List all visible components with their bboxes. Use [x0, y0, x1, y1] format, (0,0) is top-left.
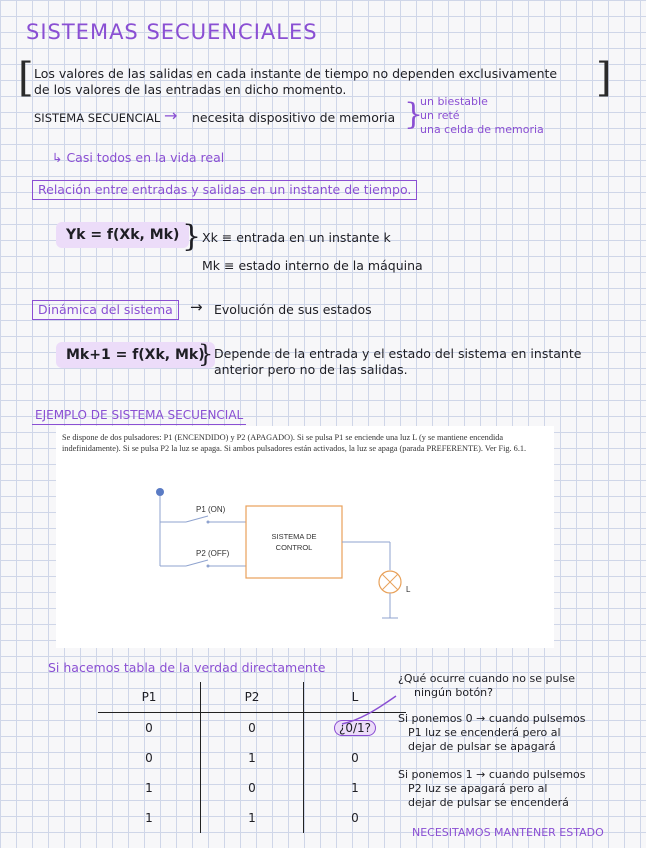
definition-line-2: de los valores de las entradas en dicho momento. [34, 82, 347, 97]
cell: 1 [201, 743, 304, 773]
cell: 0 [98, 713, 201, 744]
note-real-life: ↳ Casi todos en la vida real [52, 150, 225, 165]
truth-heading: Si hacemos tabla de la verdad directamente [48, 660, 326, 675]
control-box [246, 506, 342, 578]
cell: 0 [98, 743, 201, 773]
col-p2: P2 [201, 682, 304, 713]
dynamics-brace: } [198, 340, 214, 368]
p2-label: P2 (OFF) [196, 549, 230, 558]
memory-example: una celda de memoria [420, 123, 544, 136]
right-bracket: ] [596, 55, 612, 101]
cell-undefined: ¿0/1? [304, 713, 407, 744]
conclusion: NECESITAMOS MANTENER ESTADO [412, 826, 604, 839]
dynamics-desc-1: Depende de la entrada y el estado del sistema en instante [214, 346, 582, 361]
memory-example: un biestable [420, 95, 488, 108]
supply-node [156, 488, 164, 496]
memory-arrow: → [164, 106, 178, 125]
cell: 0 [201, 713, 304, 744]
question-line-2: ningún botón? [414, 686, 493, 699]
memory-meaning: necesita dispositivo de memoria [192, 110, 396, 125]
dynamics-arrow: → [190, 298, 203, 316]
definition-line-1: Los valores de las salidas en cada instante de tiempo no dependen exclusivamente [34, 66, 558, 81]
table-row [98, 803, 406, 833]
col-p1: P1 [98, 682, 201, 713]
circuit-diagram [56, 426, 554, 648]
option0-line-2: P1 luz se encenderá pero al [408, 726, 561, 739]
memory-term: SISTEMA SECUENCIAL [34, 111, 161, 125]
control-label-2: CONTROL [275, 543, 313, 552]
state-formula: Mk+1 = f(Xk, Mk) [56, 342, 215, 368]
cell: 1 [98, 773, 201, 803]
p2-switch [186, 560, 208, 566]
dynamics-heading: Dinámica del sistema [32, 300, 179, 320]
cell: 1 [201, 803, 304, 833]
example-document [56, 426, 554, 648]
cell: 0 [351, 751, 359, 765]
p1-switch [186, 516, 208, 522]
connector-curve [340, 690, 400, 730]
option0-line-3: dejar de pulsar se apagará [408, 740, 556, 753]
option0-line-1: Si ponemos 0 → cuando pulsemos [398, 712, 586, 725]
table-row [98, 743, 406, 773]
output-formula: Yk = f(Xk, Mk) [56, 222, 189, 248]
relation-heading: Relación entre entradas y salidas en un instante de tiempo. [32, 180, 417, 200]
cell: 0 [201, 773, 304, 803]
example-paragraph: Se dispone de dos pulsadores: P1 (ENCENDIDO) y P2 (APAGADO). Si se pulsa P1 se enciende una luz L (y se mantiene encendida indefinidamente). Si se pulsa P2 la luz se apaga. Si ambos pulsadores están activados, la luz se apaga (parada PREFERENTE). Ver Fig. 6.1. [62, 433, 527, 453]
lamp-label: L [406, 585, 411, 594]
table-row [98, 773, 406, 803]
page-title: SISTEMAS SECUENCIALES [26, 20, 318, 44]
memory-brace: } [404, 97, 424, 132]
control-label-1: SISTEMA DE [271, 532, 317, 541]
question-line-1: ¿Qué ocurre cuando no se pulse [398, 672, 575, 685]
def-state: Mk ≡ estado interno de la máquina [202, 258, 423, 273]
cell: 1 [351, 781, 359, 795]
dynamics-desc-2: anterior pero no de las salidas. [214, 362, 408, 377]
example-heading: EJEMPLO DE SISTEMA SECUENCIAL [32, 406, 246, 425]
dynamics-meaning: Evolución de sus estados [214, 302, 372, 317]
cell: 1 [98, 803, 201, 833]
def-input: Xk ≡ entrada en un instante k [202, 230, 391, 245]
relation-brace: } [182, 219, 202, 254]
option1-line-1: Si ponemos 1 → cuando pulsemos [398, 768, 586, 781]
p1-label: P1 (ON) [196, 505, 226, 514]
option1-line-2: P2 luz se apagará pero al [408, 782, 548, 795]
cell: 0 [351, 811, 359, 825]
option1-line-3: dejar de pulsar se encenderá [408, 796, 569, 809]
left-bracket: [ [18, 55, 34, 101]
col-l: L [304, 682, 407, 713]
memory-example: un reté [420, 109, 460, 122]
